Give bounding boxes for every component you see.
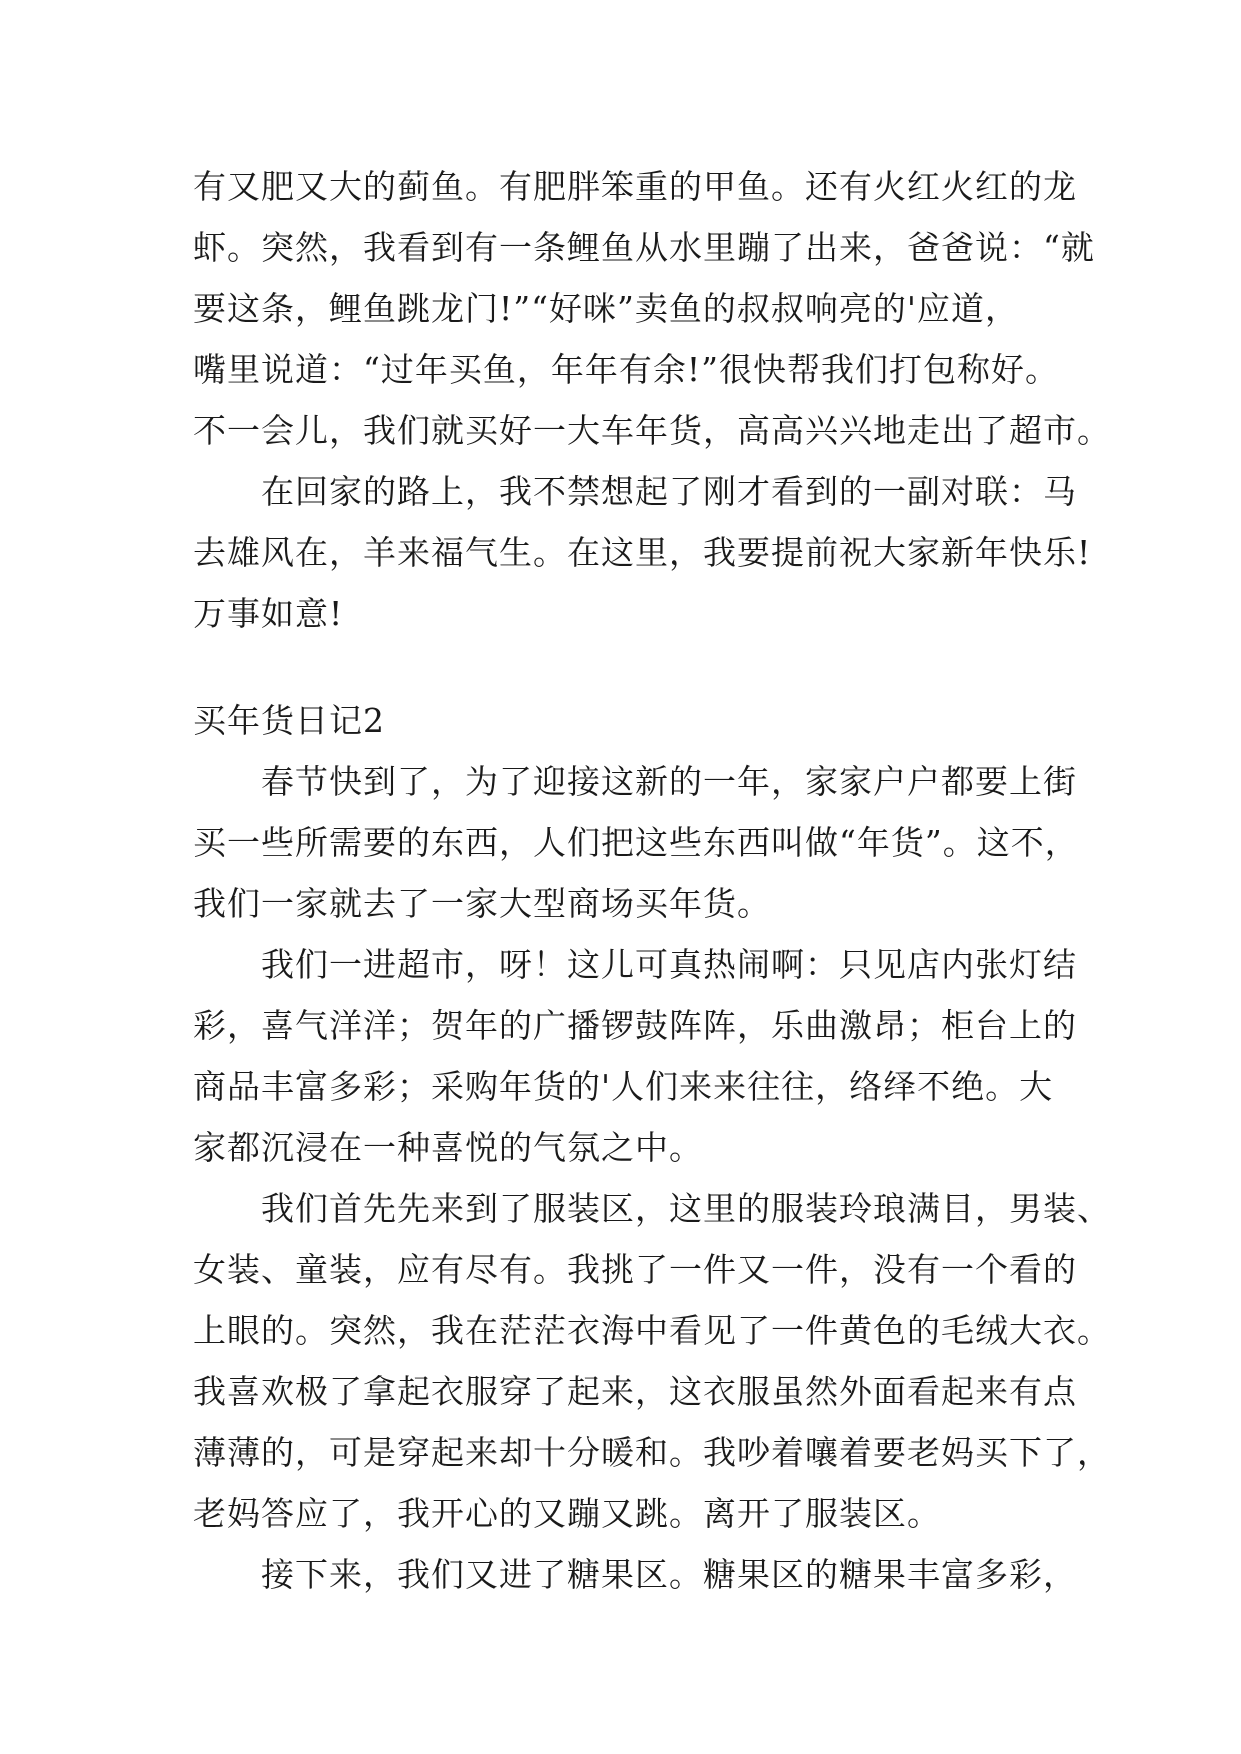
text-line: 不一会儿，我们就买好一大车年货，高高兴兴地走出了超市。	[193, 411, 1111, 450]
text-line: 家都沉浸在一种喜悦的气氛之中。	[193, 1128, 703, 1167]
text-line: 买一些所需要的东西，人们把这些东西叫做“年货”。这不，	[193, 823, 1079, 862]
text-line: 去雄风在，羊来福气生。在这里，我要提前祝大家新年快乐!	[193, 533, 1092, 572]
text-line: 商品丰富多彩；采购年货的'人们来来往往，络绎不绝。大	[193, 1067, 1054, 1106]
text-line: 要这条，鲤鱼跳龙门!”“好咪”卖鱼的叔叔响亮的'应道，	[193, 289, 1019, 328]
text-line: 彩，喜气洋洋；贺年的广播锣鼓阵阵，乐曲激昂；柜台上的	[193, 1006, 1077, 1045]
text-line: 有又肥又大的蓟鱼。有肥胖笨重的甲鱼。还有火红火红的龙	[193, 167, 1077, 206]
text-line: 在回家的路上，我不禁想起了刚才看到的一副对联：马	[193, 472, 1077, 511]
text-line: 虾。突然，我看到有一条鲤鱼从水里蹦了出来，爸爸说：“就	[193, 228, 1095, 267]
text-line: 万事如意!	[193, 594, 344, 633]
text-line: 薄薄的，可是穿起来却十分暖和。我吵着嚷着要老妈买下了，	[193, 1433, 1111, 1472]
text-line: 女装、童装，应有尽有。我挑了一件又一件，没有一个看的	[193, 1250, 1077, 1289]
text-line: 嘴里说道：“过年买鱼，年年有余!”很快帮我们打包称好。	[193, 350, 1060, 389]
text-line: 我喜欢极了拿起衣服穿了起来，这衣服虽然外面看起来有点	[193, 1372, 1077, 1411]
section-title: 买年货日记2	[193, 701, 385, 740]
text-line: 老妈答应了，我开心的又蹦又跳。离开了服装区。	[193, 1494, 941, 1533]
text-line: 春节快到了，为了迎接这新的一年，家家户户都要上街	[193, 762, 1077, 801]
text-line: 我们首先先来到了服装区，这里的服装玲琅满目，男装、	[193, 1189, 1111, 1228]
text-line: 我们一家就去了一家大型商场买年货。	[193, 884, 771, 923]
text-line: 接下来，我们又进了糖果区。糖果区的糖果丰富多彩，	[193, 1555, 1077, 1594]
text-line: 我们一进超市，呀！这儿可真热闹啊：只见店内张灯结	[193, 945, 1077, 984]
text-line: 上眼的。突然，我在茫茫衣海中看见了一件黄色的毛绒大衣。	[193, 1311, 1111, 1350]
